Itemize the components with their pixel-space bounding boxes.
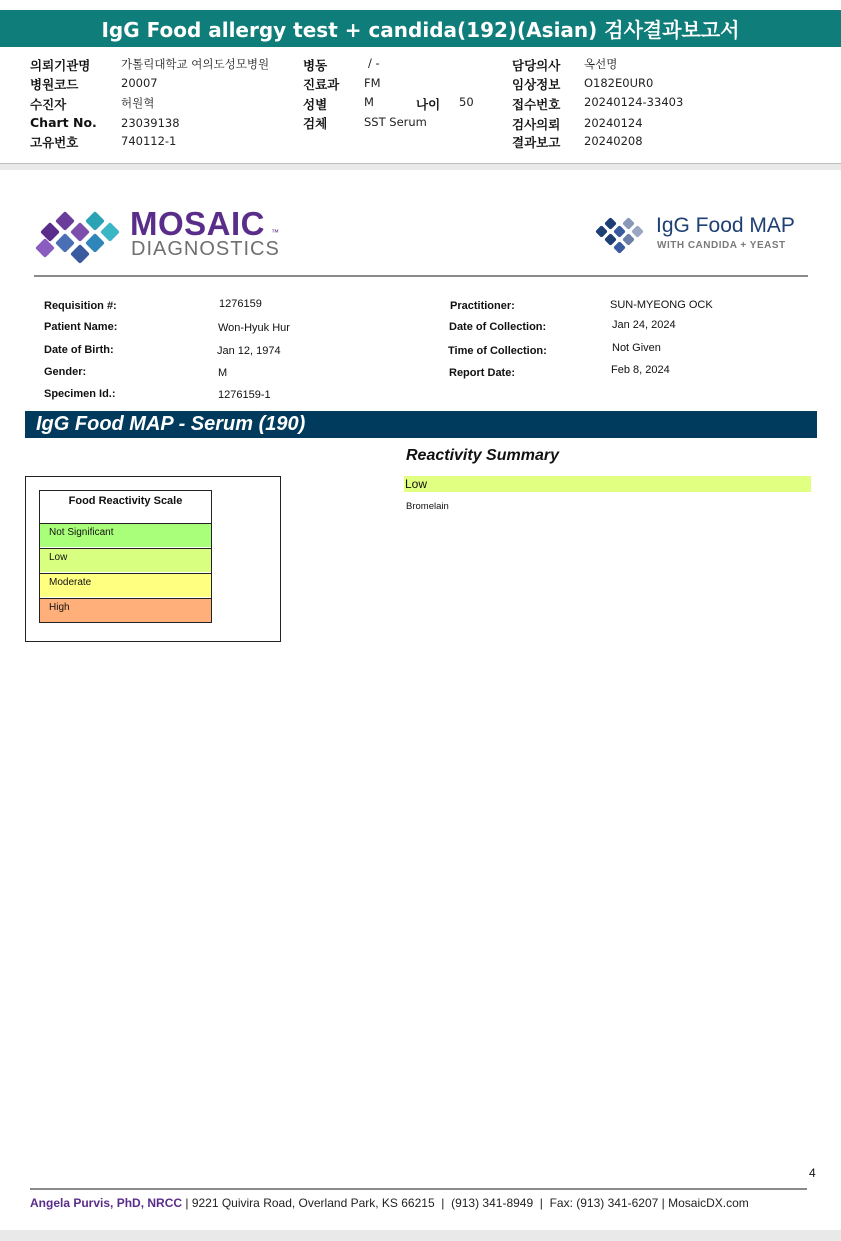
doctor-label: 담당의사 bbox=[512, 58, 561, 73]
scale-level-moderate: Moderate bbox=[40, 573, 211, 597]
sex-value: M bbox=[364, 95, 374, 109]
collection-time-value: Not Given bbox=[612, 342, 661, 354]
unique-id-value: 740112-1 bbox=[121, 134, 177, 148]
footer-divider bbox=[30, 1188, 807, 1190]
footer-address: | 9221 Quivira Road, Overland Park, KS 66215 | (913) 341-8949 | Fax: (913) 341-6207 | MosaicDX.com bbox=[182, 1196, 749, 1210]
igg-mark-icon bbox=[590, 205, 652, 255]
report-date-label: Report Date: bbox=[449, 367, 516, 379]
collection-time-label: Time of Collection: bbox=[448, 345, 547, 357]
ward-label: 병동 bbox=[303, 58, 328, 73]
trademark-symbol: ™ bbox=[271, 228, 279, 237]
summary-food-item: Bromelain bbox=[406, 501, 449, 512]
section-title: IgG Food MAP - Serum (190) bbox=[25, 411, 817, 438]
hospital-code-value: 20007 bbox=[121, 76, 158, 90]
specimen-id-label: Specimen Id.: bbox=[44, 388, 116, 400]
collection-date-label: Date of Collection: bbox=[449, 321, 547, 333]
hospital-code-label: 병원코드 bbox=[30, 77, 79, 92]
mosaic-subtitle: DIAGNOSTICS bbox=[131, 238, 280, 260]
institution-value: 가톨릭대학교 여의도성모병원 bbox=[121, 57, 270, 71]
accession-label: 접수번호 bbox=[512, 97, 561, 112]
report-date-value: Feb 8, 2024 bbox=[611, 364, 670, 376]
ward-value: / - bbox=[368, 56, 380, 70]
scale-level-high: High bbox=[40, 598, 211, 622]
igg-wordmark: IgG Food MAP bbox=[656, 214, 795, 237]
igg-subtitle: WITH CANDIDA + YEAST bbox=[657, 240, 786, 251]
gender-value: M bbox=[218, 367, 228, 379]
sex-label: 성별 bbox=[303, 97, 328, 112]
result-date-label: 결과보고 bbox=[512, 135, 561, 150]
requisition-label: Requisition #: bbox=[44, 300, 117, 312]
practitioner-label: Practitioner: bbox=[450, 300, 515, 312]
doctor-value: 옥선명 bbox=[584, 57, 618, 71]
dob-value: Jan 12, 1974 bbox=[217, 345, 281, 357]
page-number: 4 bbox=[809, 1166, 816, 1180]
unique-id-label: 고유번호 bbox=[30, 135, 79, 150]
mosaic-wordmark: MOSAIC bbox=[130, 205, 265, 242]
chart-no-value: 23039138 bbox=[121, 116, 180, 130]
mosaic-logo bbox=[0, 0, 300, 270]
specimen-type-label: 검체 bbox=[303, 116, 328, 131]
result-date-value: 20240208 bbox=[584, 134, 643, 148]
specimen-id-value: 1276159-1 bbox=[218, 389, 271, 401]
department-value: FM bbox=[364, 76, 381, 90]
request-date-label: 검사의뢰 bbox=[512, 117, 561, 132]
practitioner-value: SUN-MYEONG OCK bbox=[610, 299, 713, 311]
patient-name-label: Patient Name: bbox=[44, 321, 118, 333]
department-label: 진료과 bbox=[303, 77, 340, 92]
footer-director-name: Angela Purvis, PhD, NRCC bbox=[30, 1196, 183, 1210]
specimen-type-value: SST Serum bbox=[364, 115, 427, 129]
dob-label: Date of Birth: bbox=[44, 344, 114, 356]
patient-value: 허원혁 bbox=[121, 96, 155, 110]
report-title: IgG Food allergy test + candida(192)(Asian) 검사결과보고서 bbox=[0, 10, 841, 47]
collection-date-value: Jan 24, 2024 bbox=[612, 319, 676, 331]
patient-label: 수진자 bbox=[30, 97, 67, 112]
chart-no-label: Chart No. bbox=[30, 115, 97, 130]
logo-divider bbox=[34, 275, 808, 277]
age-label: 나이 bbox=[416, 97, 441, 112]
igg-food-map-logo bbox=[590, 205, 810, 255]
clinical-info-value: O182E0UR0 bbox=[584, 76, 654, 90]
page-bottom-strip bbox=[0, 1230, 841, 1241]
institution-label: 의뢰기관명 bbox=[30, 58, 91, 73]
patient-name-value: Won-Hyuk Hur bbox=[218, 322, 290, 334]
reactivity-scale-title: Food Reactivity Scale bbox=[68, 495, 183, 507]
scale-level-low: Low bbox=[40, 548, 211, 572]
age-value: 50 bbox=[459, 95, 474, 109]
gender-label: Gender: bbox=[44, 366, 87, 378]
clinical-info-label: 임상정보 bbox=[512, 77, 561, 92]
summary-level-low: Low bbox=[404, 476, 811, 492]
footer-contact bbox=[30, 1196, 749, 1210]
request-date-value: 20240124 bbox=[584, 116, 643, 130]
requisition-value: 1276159 bbox=[219, 298, 262, 310]
mosaic-mark-icon bbox=[0, 0, 130, 270]
reactivity-summary-title: Reactivity Summary bbox=[406, 447, 559, 464]
accession-value: 20240124-33403 bbox=[584, 95, 684, 109]
scale-level-not-significant: Not Significant bbox=[40, 523, 211, 547]
